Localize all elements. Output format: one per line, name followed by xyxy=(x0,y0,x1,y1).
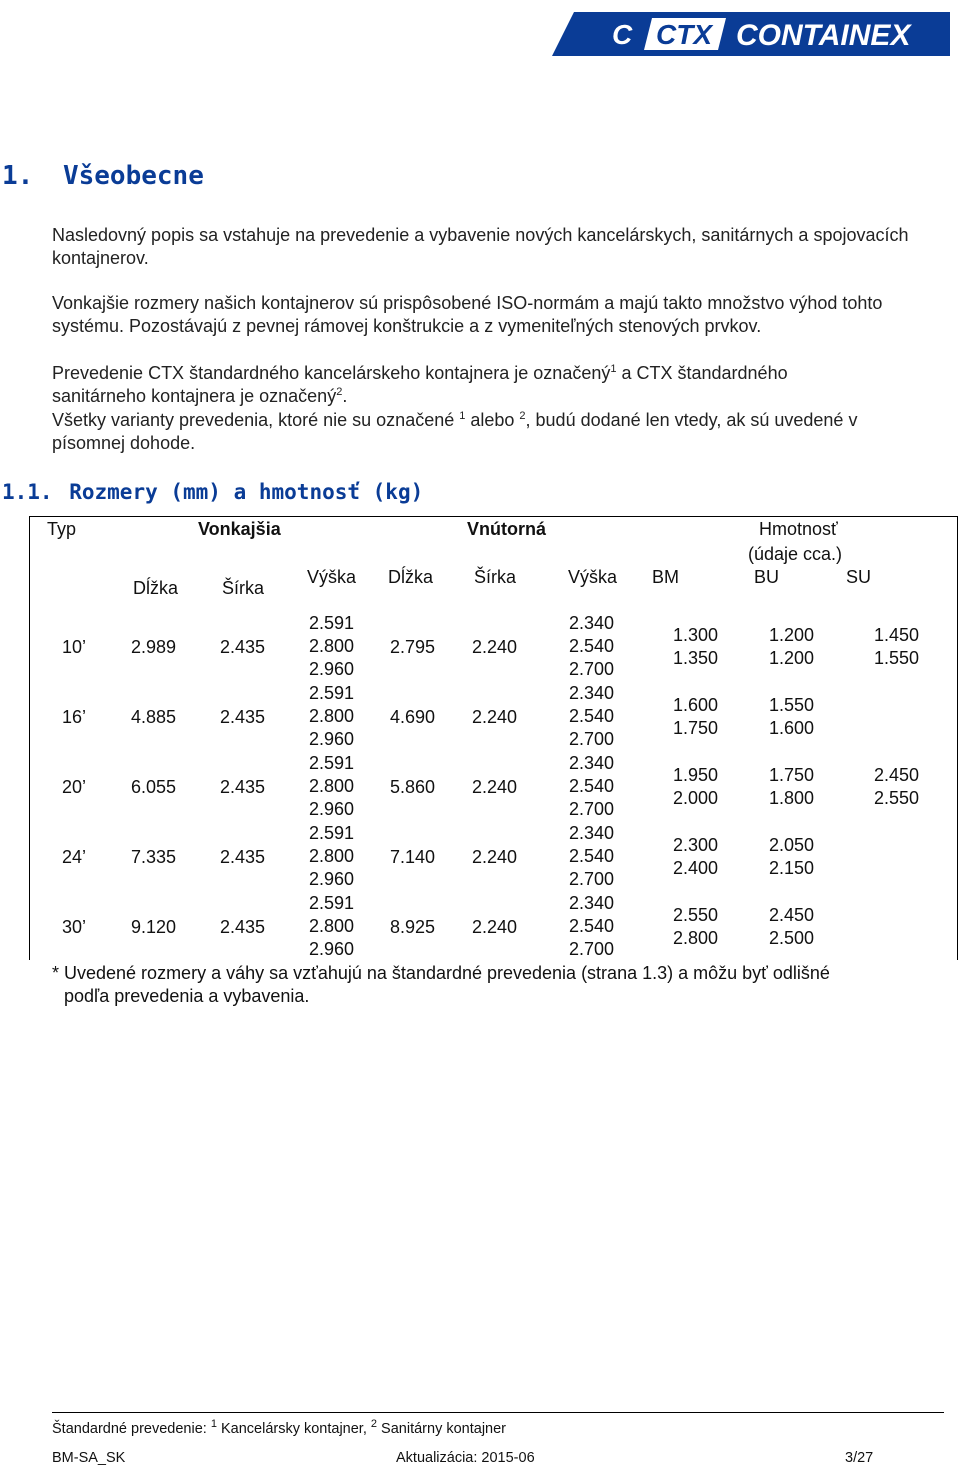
table-note-line1: * Uvedené rozmery a váhy sa vzťahujú na štandardné prevedenia (strana 1.3) a môžu byť odlišné xyxy=(52,963,830,983)
footer-divider xyxy=(52,1412,944,1413)
row-typ: 24’ xyxy=(62,847,87,867)
row-outer-width: 2.435 xyxy=(220,917,266,937)
row-typ: 20’ xyxy=(62,777,87,797)
row-inner-width: 2.240 xyxy=(472,637,518,657)
subsection-number: 1.1. xyxy=(2,480,53,504)
row-outer-length: 7.335 xyxy=(131,847,177,867)
row-inner-width: 2.240 xyxy=(472,777,518,797)
row-weight-bm: 2.550 2.800 xyxy=(673,905,719,948)
row-inner-heights: 2.340 2.540 2.700 xyxy=(569,613,615,679)
row-inner-width: 2.240 xyxy=(472,847,518,867)
row-weight-bm: 1.300 1.350 xyxy=(673,625,719,668)
row-inner-heights: 2.340 2.540 2.700 xyxy=(569,893,615,959)
row-weight-bm: 1.600 1.750 xyxy=(673,695,719,738)
header-bu: BU xyxy=(754,567,780,587)
footer-page-number: 3/27 xyxy=(845,1450,874,1466)
containex-logo xyxy=(552,8,950,60)
footer-legend: Štandardné prevedenie: $^1$ Kancelársky kontajner, $^2$ Sanitárny kontajner xyxy=(52,1418,506,1437)
row-weight-bu: 1.750 1.800 xyxy=(769,765,815,808)
intro-paragraph: Nasledovný popis sa vstahuje na prevedenie a vybavenie nových kancelárskych, sanitárnych a spojovacích kontajnerov. xyxy=(52,225,909,268)
row-weight-su: 1.450 1.550 xyxy=(874,625,920,668)
row-typ: 10’ xyxy=(62,637,87,657)
row-inner-heights: 2.340 2.540 2.700 xyxy=(569,823,615,889)
table-note-line2: podľa prevedenia a vybavenia. xyxy=(64,986,310,1006)
row-inner-width: 2.240 xyxy=(472,917,518,937)
header-su: SU xyxy=(846,567,872,587)
row-outer-heights: 2.591 2.800 2.960 xyxy=(309,613,355,679)
header-outer-width: Šírka xyxy=(222,578,265,598)
row-outer-heights: 2.591 2.800 2.960 xyxy=(309,823,355,889)
row-inner-length: 7.140 xyxy=(390,847,436,867)
header-weight: Hmotnosť xyxy=(759,519,838,539)
row-outer-width: 2.435 xyxy=(220,847,266,867)
section-number: 1. xyxy=(2,161,34,191)
header-outer-length: Dĺžka xyxy=(133,578,179,598)
svg-text:CONTAINEX: CONTAINEX xyxy=(736,19,911,52)
header-typ: Typ xyxy=(47,519,77,539)
row-inner-length: 4.690 xyxy=(390,707,436,727)
footer-update: Aktualizácia: 2015-06 xyxy=(396,1450,535,1466)
row-inner-width: 2.240 xyxy=(472,707,518,727)
header-inner: Vnútorná xyxy=(467,519,546,539)
iso-paragraph: Vonkajšie rozmery našich kontajnerov sú prispôsobené ISO-normám a majú takto množstvo výhod tohto systému. Pozostávajú z pevnej rámovej konštrukcie a z vymeniteľných stenových prvkov. xyxy=(52,293,883,336)
header-bm: BM xyxy=(652,567,679,587)
row-outer-heights: 2.591 2.800 2.960 xyxy=(309,893,355,959)
subsection-title: Rozmery (mm) a hmotnosť (kg) xyxy=(69,480,424,504)
row-inner-length: 8.925 xyxy=(390,917,436,937)
header-outer-height: Výška xyxy=(307,567,357,587)
section-title: Všeobecne xyxy=(62,161,204,191)
subsection-heading xyxy=(2,480,423,504)
row-weight-bu: 1.550 1.600 xyxy=(769,695,815,738)
row-outer-length: 4.885 xyxy=(131,707,177,727)
row-inner-length: 2.795 xyxy=(390,637,436,657)
row-outer-width: 2.435 xyxy=(220,637,266,657)
row-weight-bm: 1.950 2.000 xyxy=(673,765,719,808)
row-outer-length: 2.989 xyxy=(131,637,177,657)
row-outer-width: 2.435 xyxy=(220,707,266,727)
row-weight-bu: 2.050 2.150 xyxy=(769,835,815,878)
row-inner-heights: 2.340 2.540 2.700 xyxy=(569,753,615,819)
header-outer: Vonkajšia xyxy=(198,519,281,539)
row-inner-heights: 2.340 2.540 2.700 xyxy=(569,683,615,749)
row-typ: 16’ xyxy=(62,707,87,727)
row-typ: 30’ xyxy=(62,917,87,937)
header-inner-width: Šírka xyxy=(474,567,517,587)
row-weight-su: 2.450 2.550 xyxy=(874,765,920,808)
row-outer-length: 6.055 xyxy=(131,777,177,797)
section-heading xyxy=(2,161,204,191)
svg-text:C: C xyxy=(612,19,633,50)
marking-paragraph: Prevedenie CTX štandardného kancelárskeho kontajnera je označený$^1$ a CTX štandardného sanitárneho kontajnera je označený$^2$. xyxy=(52,363,788,406)
row-weight-bu: 1.200 1.200 xyxy=(769,625,815,668)
row-outer-heights: 2.591 2.800 2.960 xyxy=(309,683,355,749)
row-weight-bm: 2.300 2.400 xyxy=(673,835,719,878)
footer-doc-code: BM-SA_SK xyxy=(52,1450,126,1466)
header-inner-height: Výška xyxy=(568,567,618,587)
row-inner-length: 5.860 xyxy=(390,777,436,797)
svg-text:CTX: CTX xyxy=(656,19,712,50)
row-outer-heights: 2.591 2.800 2.960 xyxy=(309,753,355,819)
header-weight-note: (údaje cca.) xyxy=(748,544,843,564)
variants-paragraph: Všetky varianty prevedenia, ktoré nie su označené $^1$ alebo $^2$, budú dodané len vtedy, ak sú uvedené v písomnej dohode. xyxy=(52,410,858,453)
row-outer-length: 9.120 xyxy=(131,917,177,937)
header-inner-length: Dĺžka xyxy=(388,567,434,587)
row-weight-bu: 2.450 2.500 xyxy=(769,905,815,948)
row-outer-width: 2.435 xyxy=(220,777,266,797)
